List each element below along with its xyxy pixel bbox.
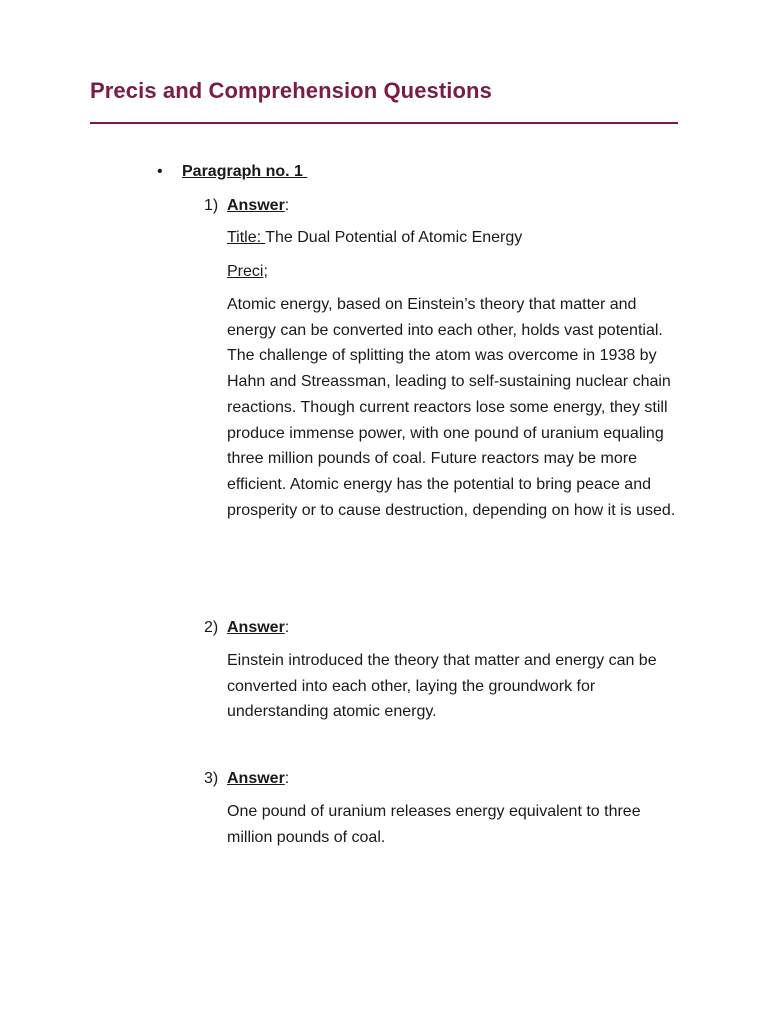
item-number-2: 2)	[204, 619, 219, 636]
item-number-3: 3)	[204, 770, 219, 787]
preci-line	[227, 260, 682, 284]
bullet-icon: •	[157, 163, 163, 180]
section-heading: Paragraph no. 1	[182, 163, 308, 180]
answer-colon: :	[284, 770, 290, 787]
answer-word: Answer	[227, 619, 285, 636]
answer-label-1	[227, 194, 289, 218]
preci-label: Preci;	[227, 263, 268, 280]
answer-word: Answer	[227, 770, 285, 787]
title-label: Title:	[227, 229, 266, 246]
answer-label-2	[227, 616, 289, 640]
answer-body-1: Atomic energy, based on Einstein’s theory that matter and energy can be converted into each other, holds vast potential. The challenge of splitting the atom was overcome in 1938 by Hahn and Streassman, leading to self-sustaining nuclear chain reactions. Though current reactors lose some energy, they still produce immense power, with one pound of uranium equaling three million pounds of coal. Future reactors may be more efficient. Atomic energy has the potential to bring peace and prosperity or to cause destruction, depending on how it is used.	[227, 296, 676, 519]
answer-colon: :	[284, 197, 290, 214]
title-line	[227, 226, 682, 250]
answer-body-2: Einstein introduced the theory that matter and energy can be converted into each other, laying the groundwork for understanding atomic energy.	[227, 652, 657, 721]
item-number-1: 1)	[204, 197, 219, 214]
section-bullet	[157, 160, 307, 184]
answer-body-3: One pound of uranium releases energy equivalent to three million pounds of coal.	[227, 803, 641, 846]
answer-colon: :	[284, 619, 290, 636]
answer-label-3	[227, 767, 289, 791]
title-text: The Dual Potential of Atomic Energy	[265, 229, 523, 246]
title-divider	[90, 122, 678, 124]
answer-word: Answer	[227, 197, 285, 214]
page-title: Precis and Comprehension Questions	[90, 78, 492, 103]
